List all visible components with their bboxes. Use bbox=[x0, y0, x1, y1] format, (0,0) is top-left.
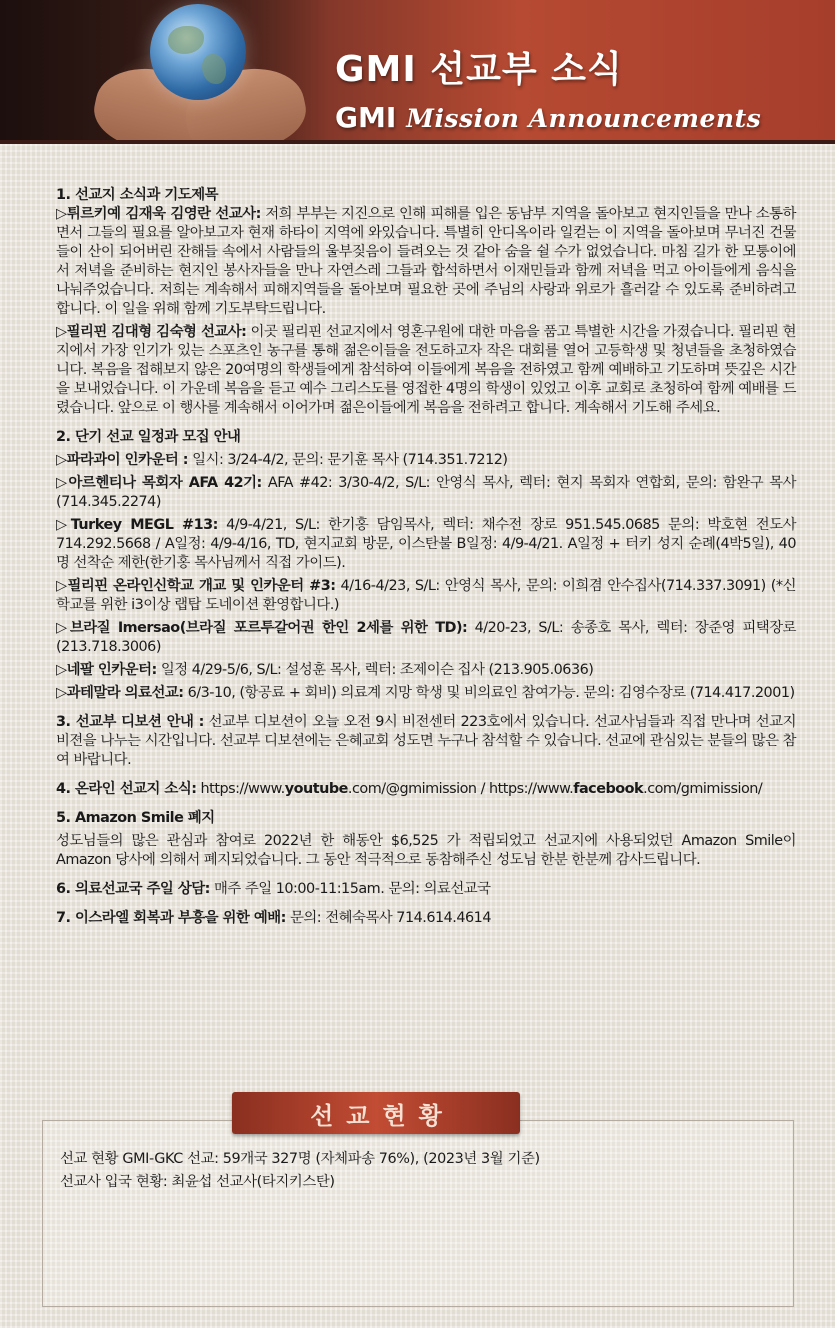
section-5-text: 성도님들의 많은 관심과 참여로 2022년 한 해동안 $6,525 가 적립되었고 선교지에 사용되었던 Amazon Smile이 Amazon 당사에 의해서 폐지되었습니다. 그 동안 적극적으로 동참해주신 성도님 한분 한분께 감사드립니다. bbox=[56, 833, 796, 868]
mission-status-tab bbox=[232, 1092, 520, 1134]
israel-lead: 7. 이스라엘 회복과 부흥을 위한 예배: bbox=[56, 910, 286, 926]
section-1-paragraph-philippines bbox=[56, 323, 796, 418]
brazil-lead: ▷브라질 Imersao(브라질 포르투갈어권 한인 2세를 위한 TD): bbox=[56, 620, 468, 636]
mission-item-argentina bbox=[56, 474, 796, 512]
mission-item-paraguay bbox=[56, 451, 796, 470]
devotion-lead: 3. 선교부 디보션 안내 : bbox=[56, 714, 204, 730]
turkey-lead: ▷튀르키예 김재욱 김영란 선교사: bbox=[56, 206, 261, 222]
page-title: GMI 선교부 소식 bbox=[335, 49, 623, 90]
youtube-link-suffix: .com/@gmimission / bbox=[347, 781, 490, 797]
devotion-text: 선교부 디보션이 오늘 오전 9시 비전센터 223호에서 있습니다. 선교사님들과 직접 만나며 선교지 비젼을 나누는 시간입니다. 선교부 디보션에는 은혜교회 성도면 누구나 참석할 수 있습니다. 선교에 관심있는 분들의 많은 참여 바랍니다. bbox=[56, 714, 796, 768]
turkey-megl-lead: ▷Turkey MEGL #13: bbox=[56, 517, 218, 533]
israel-text: 문의: 전혜숙목사 714.614.4614 bbox=[285, 910, 491, 926]
turkey-text: 저희 부부는 지진으로 인해 피해를 입은 동남부 지역을 돌아보고 현지인들을 만나 소통하면서 그들의 필요를 알아보고자 현재 하타이 지역에 와있습니다. 특별히 안디옥이라 일컫는 이 지역을 돌아보며 무너진 건물들이 산이 되어버린 잔해들 속에서 사람들의 울부짖음이 들려오는 것 같아 숨을 쉴 수가 없었습니다. 마침 길가 한 모퉁이에서 저녁을 준비하는 현지인 봉사자들을 만나 자연스레 그들과 합석하면서 이재민들과 함께 저녁을 먹고 아이들에게 음식을 나눠주었습니다. 저희는 계속해서 피해지역들을 돌아보며 필요한 곳에 주님의 사랑과 위로가 흘러갈 수 있도록 준비하려고 합니다. 이 일을 위해 함께 기도부탁드립니다. bbox=[56, 206, 796, 317]
header-banner bbox=[0, 0, 835, 140]
medical-lead: 6. 의료선교국 주일 상담: bbox=[56, 881, 210, 897]
nepal-lead: ▷네팔 인카운터: bbox=[56, 662, 157, 678]
page-subtitle bbox=[335, 98, 815, 140]
argentina-text: AFA #42: 3/30-4/2, S/L: 안영식 목사, 렉터: 현지 목회자 연합회, 문의: 함완구 목사 (714.345.2274) bbox=[56, 475, 796, 510]
mission-status-line-1: 선교 현황 GMI-GKC 선교: 59개국 327명 (자체파송 76%), (2023년 3월 기준) bbox=[60, 1151, 540, 1167]
turkey-megl-text: 4/9-4/21, S/L: 한기홍 담임목사, 렉터: 채수전 장로 951.545.0685 문의: 박호현 전도사 714.292.5668 / A일정: 4/9-4/16, TD, 현지교회 방문, 이스탄불 B일정: 4/9-4/21. A일정 + 터키 성지 순례(4박5일), 40명 선착순 제한(한기홍 목사님께서 직접 가이드). bbox=[56, 517, 797, 571]
medical-text: 매주 주일 10:00-11:15am. 문의: 의료선교국 bbox=[209, 881, 491, 897]
hands-globe-photo bbox=[0, 0, 330, 140]
philippines-seminary-lead: ▷필리핀 온라인신학교 개교 및 인카운터 #3: bbox=[56, 578, 336, 594]
facebook-link[interactable] bbox=[489, 781, 762, 797]
section-7-israel bbox=[56, 909, 796, 928]
section-1-title: 1. 선교지 소식과 기도제목 bbox=[56, 187, 219, 203]
youtube-link[interactable] bbox=[196, 781, 489, 797]
section-1-paragraph-turkey bbox=[56, 205, 796, 319]
guatemala-text: 6/3-10, (항공료 + 회비) 의료계 지망 학생 및 비의료인 참여가능. 문의: 김영수장로 (714.417.2001) bbox=[183, 685, 795, 701]
announcements-body bbox=[56, 186, 796, 928]
subtitle-script: Mission Announcements bbox=[406, 104, 762, 133]
section-4-online-news bbox=[56, 780, 796, 799]
section-3-devotion bbox=[56, 713, 796, 770]
subtitle-gmi: GMI bbox=[335, 101, 397, 134]
mission-item-philippines-seminary bbox=[56, 577, 796, 615]
mission-status-lines bbox=[60, 1148, 780, 1194]
paraguay-lead: ▷파라과이 인카운터 : bbox=[56, 452, 189, 468]
mission-item-turkey-megl bbox=[56, 516, 796, 573]
philippines-lead: ▷필리핀 김대형 김숙형 선교사: bbox=[56, 324, 247, 340]
mission-item-brazil bbox=[56, 619, 796, 657]
facebook-link-suffix: .com/gmimission/ bbox=[643, 781, 763, 797]
brazil-text: 4/20-23, S/L: 송종호 목사, 렉터: 장준영 피택장로(213.718.3006) bbox=[56, 620, 796, 655]
section-6-medical bbox=[56, 880, 796, 899]
mission-status-line-2: 선교사 입국 현황: 최윤섭 선교사(타지키스탄) bbox=[60, 1174, 335, 1190]
mission-status-tab-label: 선교현황 bbox=[310, 1101, 455, 1130]
argentina-lead: ▷아르헨티나 목회자 AFA 42기: bbox=[56, 475, 262, 491]
facebook-link-prefix: https://www. bbox=[489, 781, 574, 797]
philippines-text: 이곳 필리핀 선교지에서 영혼구원에 대한 마음을 품고 특별한 시간을 가졌습니다. 필리핀 현지에서 가장 인기가 있는 스포츠인 농구를 통해 젊은이들을 전도하고자 작은 대회를 열어 고등학생 및 청년들을 초청하였습니다. 복음을 접해보지 않은 20여명의 학생들에게 참석하여 이들에게 복음을 전하였고 함께 예배하고 기도하며 뜻깊은 시간을 보내었습니다. 이 가운데 복음을 듣고 예수 그리스도를 영접한 4명의 학생이 있었고 이후 교회로 초청하여 함께 예배를 드렸습니다. 앞으로 이 행사를 계속해서 이어가며 젊은이들에게 복음을 전하려고 합니다. 계속해서 기도해 주세요. bbox=[56, 324, 796, 416]
section-5-title: 5. Amazon Smile 폐지 bbox=[56, 810, 215, 826]
nepal-text: 일정 4/29-5/6, S/L: 설성훈 목사, 렉터: 조제이슨 집사 (213.905.0636) bbox=[156, 662, 594, 678]
youtube-link-prefix: https://www. bbox=[196, 781, 285, 797]
mission-item-nepal bbox=[56, 661, 796, 680]
mission-item-guatemala bbox=[56, 684, 796, 703]
globe-icon bbox=[150, 4, 246, 100]
banner-divider bbox=[0, 140, 835, 144]
philippines-seminary-text: 4/16-4/23, S/L: 안영식 목사, 문의: 이희겸 안수집사(714.337.3091) (*신학교를 위한 i3이상 랩탑 도네이션 환영합니다.) bbox=[56, 578, 796, 613]
paraguay-text: 일시: 3/24-4/2, 문의: 문기훈 목사 (714.351.7212) bbox=[188, 452, 508, 468]
facebook-link-domain: facebook bbox=[573, 781, 644, 797]
guatemala-lead: ▷과테말라 의료선교: bbox=[56, 685, 184, 701]
youtube-link-domain: youtube bbox=[284, 781, 348, 797]
online-news-lead: 4. 온라인 선교지 소식: bbox=[56, 781, 197, 797]
section-2-title: 2. 단기 선교 일정과 모집 안내 bbox=[56, 429, 241, 445]
